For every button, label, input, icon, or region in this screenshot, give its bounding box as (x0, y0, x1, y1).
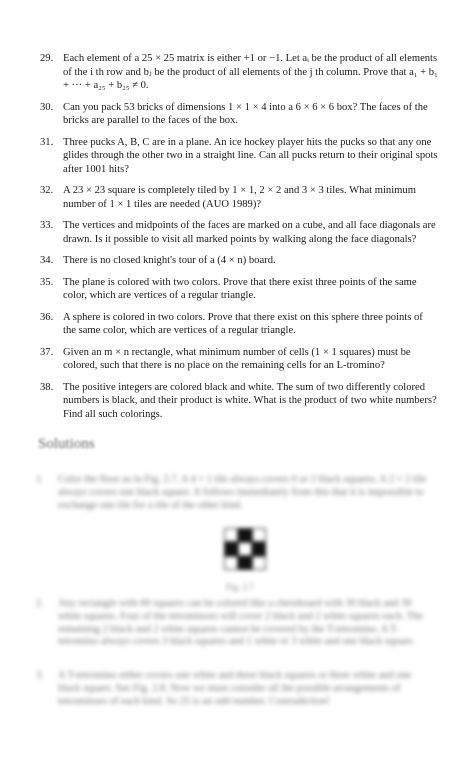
figure-cell-black (238, 528, 252, 542)
figure-cell (224, 556, 238, 570)
solution-text: A T-tetromino either covers one white and three black squares or three white and one black square. See Fig. 2.8. Now we must consider all the possible arrangements of tetrominoes of each kind. So 25 is an odd number. Contradiction! (58, 670, 412, 707)
solution-text: Any rectangle with 60 squares can be colored like a chessboard with 30 black and 30 white squares. Four of the tetrominoes will cover 2 black and 2 white squares each. The remaining 2 black and 2 white squares cannot be covered by the T-tetromino. A T-tetromino always covers 3 black squares and 1 white or 3 white and one black square. (58, 598, 423, 648)
problem-text: Three pucks A, B, C are in a plane. An ice hockey player hits the pucks so that any one glides through the other two in a straight line. Can all pucks return to their original spots after 1001 hits? (63, 136, 438, 175)
problem-text: Can you pack 53 bricks of dimensions 1 × 1 × 4 into a 6 × 6 × 6 box? The faces of the bricks are parallel to the faces of the box. (63, 101, 428, 126)
figure-cell (224, 528, 238, 542)
problem-number: 33. (40, 220, 54, 231)
solution-number: 3. (36, 670, 44, 681)
solution-number: 1. (36, 474, 44, 485)
figure-cell (252, 528, 266, 542)
problem-text: Given an m × n rectangle, what minimum number of cells (1 × 1 squares) must be colored, such that there is no place on the remaining cells for an L-tromino? (63, 346, 411, 371)
problem-text: The plane is colored with two colors. Prove that there exist three points of the same color, which are vertices of a regular triangle. (63, 276, 417, 301)
figure-cell (252, 556, 266, 570)
problem-text: There is no closed knight's tour of a (4 × n) board. (63, 255, 276, 266)
problem-number: 37. (40, 346, 54, 358)
problem-number: 36. (40, 311, 54, 323)
solution-number: 2. (36, 598, 44, 609)
solution-item (36, 598, 434, 649)
problem-text: The positive integers are colored black and white. The sum of two differently colored numbers is black, and their product is white. What is the product of two white numbers? Find all such colorings. (63, 381, 437, 420)
solutions-heading: Solutions (38, 436, 95, 452)
problem-number: 35. (40, 276, 54, 288)
solution-text: Color the floor as in Fig. 2.7. A 4 × 1 tile always covers 0 or 2 black squares. A 2 × 2 tile always covers one black square. It follows immediately from this that it is impossible to exchange one tile for a tile of the other kind. (58, 474, 427, 511)
problem-text: A sphere is colored in two colors. Prove that there exist on this sphere three points of the same color, which are vertices of a regular triangle. (63, 311, 423, 336)
solution-item (36, 670, 434, 708)
solution-item (36, 474, 434, 512)
figure-caption: Fig. 2.7 (226, 582, 254, 592)
checkerboard-figure (216, 520, 276, 580)
figure-cell-black (238, 556, 252, 570)
figure-cell (238, 542, 252, 556)
figure-cell-black (252, 542, 266, 556)
problem-text: A 23 × 23 square is completely tiled by 1 × 1, 2 × 2 and 3 × 3 tiles. What minimum number of 1 × 1 tiles are needed (AUO 1989)? (63, 185, 416, 210)
problem-number: 31. (40, 136, 54, 148)
problem-number: 29. (40, 53, 54, 64)
problem-text: The vertices and midpoints of the faces are marked on a cube, and all face diagonals are drawn. Is it possible to visit all marked points by walking along the face diagonals? (63, 220, 436, 245)
problem-number: 30. (40, 101, 54, 113)
problem-number: 34. (40, 255, 54, 266)
problem-text: Each element of a 25 × 25 matrix is either +1 or −1. Let aᵢ be the product of all elements of the i th row and bⱼ be the product of all elements of the j th column. Prove that a₁ + b₁ + ··· + a₂₅ + b₂₅ ≠ 0. (63, 53, 438, 91)
problem-number: 32. (40, 185, 54, 196)
figure-cell-black (224, 542, 238, 556)
problem-number: 38. (40, 381, 54, 393)
